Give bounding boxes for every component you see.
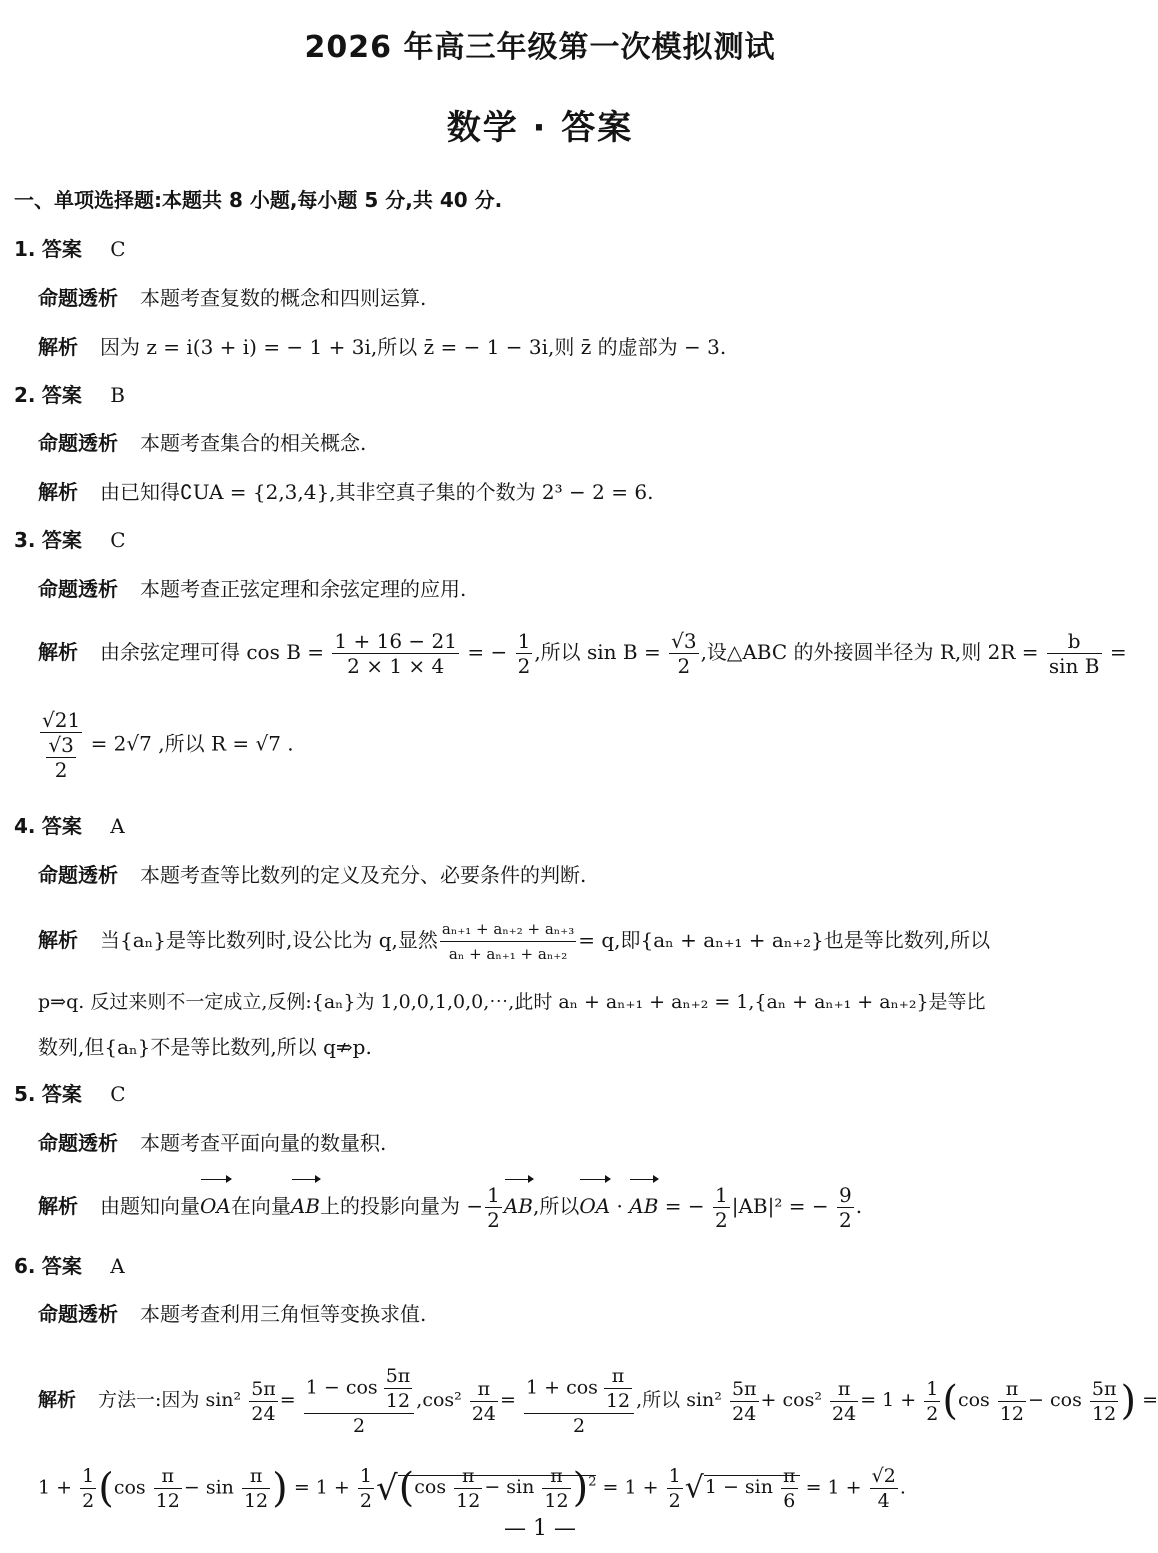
- equals-sign: =: [279, 1389, 296, 1411]
- fraction-numerator: π: [998, 1377, 1026, 1402]
- fraction-numerator: π: [242, 1464, 270, 1489]
- fraction-numerator: √3: [48, 733, 74, 757]
- q5-purpose: [38, 1129, 386, 1157]
- q6-frac-5pi-24: [249, 1377, 278, 1426]
- q6-line2-lead: 1 +: [38, 1476, 73, 1499]
- q5-solution-lead: 由题知向量: [100, 1194, 200, 1218]
- left-paren: (: [398, 1465, 415, 1512]
- q6-half-angle-plus: [524, 1364, 634, 1438]
- q3-answer: C: [110, 528, 126, 552]
- fraction-numerator: π: [470, 1377, 498, 1402]
- q5-solution-proj: 上的投影向量为 −: [319, 1194, 484, 1218]
- fraction-numerator: π: [542, 1464, 570, 1489]
- fraction-numerator: b: [1047, 629, 1102, 654]
- exam-subtitle: 数学 · 答案: [446, 108, 634, 148]
- purpose-label: 命题透析: [38, 1302, 118, 1326]
- fraction-numerator: π: [604, 1364, 632, 1389]
- q5-answer: C: [110, 1082, 126, 1106]
- q6-number: 6.: [14, 1254, 36, 1278]
- fraction-numerator: π: [154, 1464, 182, 1489]
- purpose-label: 命题透析: [38, 286, 118, 310]
- fraction-numerator: √3: [671, 629, 697, 653]
- purpose-label: 命题透析: [38, 431, 118, 455]
- q3-bsinB-fraction: [1047, 629, 1102, 678]
- fraction-denominator: 12: [999, 1402, 1025, 1425]
- fraction-denominator: 12: [456, 1489, 481, 1512]
- solution-label: 解析: [38, 1389, 77, 1411]
- right-paren: ): [1120, 1378, 1137, 1424]
- fraction-denominator: sin B: [1048, 654, 1100, 678]
- q1-solution: [38, 333, 726, 361]
- fraction-numerator: 1: [668, 1464, 681, 1487]
- vector-AB: AB: [504, 1178, 533, 1234]
- fraction-numerator: 1: [82, 1464, 95, 1487]
- q6-frac-half-2: [80, 1464, 96, 1513]
- q1-purpose: [38, 284, 426, 312]
- q5-nine-halves: [837, 1183, 854, 1232]
- period: .: [855, 1194, 863, 1218]
- q6-eq-1-plus: = 1 +: [602, 1476, 659, 1499]
- q5-half-fraction: [485, 1183, 502, 1232]
- q3-purpose: [38, 575, 466, 603]
- q6-half-angle-minus: [304, 1364, 415, 1438]
- minus-sin-text: − sin: [484, 1476, 535, 1499]
- equals-sign: = −: [664, 1194, 705, 1218]
- q6-frac-5pi-12: [1090, 1377, 1119, 1426]
- fraction-denominator: 2: [926, 1402, 939, 1425]
- q6-frac-pi-12-d: [242, 1464, 270, 1513]
- fraction-denominator: 2: [715, 1208, 728, 1232]
- q5-answer-line: [14, 1080, 126, 1108]
- fraction-numerator: 1: [487, 1183, 500, 1207]
- q5-solution-so: ,所以: [532, 1194, 580, 1218]
- q6-frac-pi-24: [470, 1377, 498, 1426]
- q6-frac-pi-6: [781, 1464, 798, 1513]
- one-minus-cos: 1 − cos: [305, 1376, 378, 1399]
- q3-compound-fraction: [40, 708, 82, 782]
- answer-label: 答案: [41, 814, 82, 838]
- solution-label: 解析: [38, 1194, 78, 1218]
- q6-eq-1-plus: = 1 +: [293, 1476, 350, 1499]
- fraction-numerator: 1: [926, 1377, 939, 1400]
- q3-sinB-fraction: [669, 629, 698, 678]
- fraction-numerator: 5π: [251, 1377, 276, 1400]
- q6-frac-pi-12-c: [154, 1464, 182, 1513]
- q3-cos-fraction: [332, 629, 459, 678]
- q6-frac-half-3: [358, 1464, 374, 1513]
- one-minus-sin: 1 − sin: [704, 1476, 773, 1499]
- q4-purpose: [38, 861, 586, 889]
- answer-label: 答案: [41, 237, 82, 261]
- q5-number: 5.: [14, 1082, 36, 1106]
- cos-text: cos: [113, 1476, 146, 1499]
- fraction-denominator: 2: [352, 1415, 366, 1437]
- equals-sign: =: [1142, 1389, 1158, 1411]
- exam-title: 2026 年高三年级第一次模拟测试: [304, 30, 776, 65]
- q2-solution-text: 由已知得∁UA = {2,3,4},其非空真子集的个数为 2³ − 2 = 6.: [100, 480, 654, 504]
- q4-solution-line3: 数列,但{aₙ}不是等比数列,所以 q⇏p.: [38, 1035, 372, 1059]
- q6-solution-line2: [38, 1444, 906, 1527]
- fraction-numerator: 1: [715, 1183, 728, 1207]
- q2-solution: [38, 478, 653, 506]
- fraction-numerator: √2: [871, 1464, 896, 1487]
- minus-sin-text: − sin: [183, 1476, 234, 1499]
- minus-cos-text: − cos: [1028, 1389, 1082, 1411]
- vector-AB: AB: [291, 1178, 320, 1234]
- inner-fraction: [384, 1364, 413, 1413]
- q6-frac-pi-12: [998, 1377, 1026, 1426]
- q3-number: 3.: [14, 528, 36, 552]
- fraction-numerator: 1: [517, 629, 531, 653]
- equals-sign: =: [500, 1389, 516, 1411]
- q3-solution-mid2: ,设△ABC 的外接圆半径为 R,则 2R =: [700, 640, 1039, 664]
- q4-answer: A: [110, 814, 125, 838]
- q4-number: 4.: [14, 814, 36, 838]
- q6-solution-lead: 方法一:因为 sin²: [98, 1389, 242, 1411]
- fraction-denominator: 12: [1092, 1402, 1117, 1425]
- answer-label: 答案: [41, 1254, 82, 1278]
- fraction-numerator: π: [783, 1464, 796, 1487]
- fraction-denominator: 12: [155, 1489, 180, 1512]
- q3-half-fraction: [516, 629, 533, 678]
- left-paren: (: [942, 1378, 958, 1424]
- vector-OA: OA: [200, 1178, 231, 1234]
- q3-solution-lead: 由余弦定理可得 cos B =: [100, 640, 325, 664]
- fraction-denominator: 24: [732, 1402, 757, 1425]
- q4-solution-tail: = q,即{aₙ + aₙ₊₁ + aₙ₊₂}也是等比数列,所以: [578, 928, 991, 952]
- fraction-denominator: 2: [573, 1415, 586, 1437]
- fraction-denominator: 2: [668, 1489, 681, 1512]
- q6-purpose-text: 本题考查利用三角恒等变换求值.: [140, 1302, 427, 1326]
- fraction-numerator: π: [454, 1464, 482, 1489]
- cos-text: cos: [957, 1389, 990, 1411]
- fraction-denominator: 2 × 1 × 4: [347, 654, 445, 678]
- answer-label: 答案: [41, 528, 82, 552]
- fraction-denominator: 12: [544, 1489, 569, 1512]
- left-paren: (: [98, 1465, 114, 1512]
- right-paren: ): [272, 1465, 288, 1512]
- fraction-denominator: 2: [359, 1489, 372, 1512]
- q1-answer: C: [110, 237, 126, 261]
- q6-frac-half: [924, 1377, 940, 1426]
- q4-solution: [38, 912, 990, 968]
- fraction-denominator: 2: [517, 654, 531, 678]
- q3-solution-mid: ,所以 sin B =: [534, 640, 661, 664]
- right-paren: ): [572, 1465, 589, 1512]
- fraction-denominator: 24: [471, 1402, 497, 1425]
- q4-solution-lead: 当{aₙ}是等比数列时,设公比为 q,显然: [100, 928, 438, 952]
- purpose-label: 命题透析: [38, 1131, 118, 1155]
- q3-solution: [38, 624, 1127, 680]
- q2-answer: B: [110, 383, 125, 407]
- q6-solution: [38, 1356, 1158, 1444]
- q6-frac-5pi-24-b: [730, 1377, 759, 1426]
- fraction-numerator: √21: [42, 708, 81, 732]
- q6-frac-pi-12-f: [542, 1464, 570, 1513]
- q4-purpose-text: 本题考查等比数列的定义及充分、必要条件的判断.: [140, 863, 587, 887]
- fraction-denominator: 2: [54, 758, 68, 782]
- q3-solution-line2: [38, 708, 294, 782]
- q6-eq-1-plus: = 1 +: [860, 1389, 917, 1411]
- q5-solution-abs: |AB|² = −: [731, 1194, 829, 1218]
- fraction-numerator: 5π: [1091, 1377, 1117, 1400]
- q6-purpose: [38, 1300, 426, 1328]
- q2-purpose: [38, 429, 366, 457]
- answer-label: 答案: [41, 383, 82, 407]
- vector-AB: AB: [629, 1178, 658, 1234]
- equals-sign: = −: [467, 640, 508, 664]
- q6-answer: A: [110, 1254, 125, 1278]
- fraction-numerator: [304, 1364, 415, 1414]
- fraction-denominator: [40, 733, 82, 782]
- q4-answer-line: [14, 812, 125, 840]
- q2-number: 2.: [14, 383, 36, 407]
- q1-solution-text: 因为 z = i(3 + i) = − 1 + 3i,所以 z̄ = − 1 − 3i,则 z̄ 的虚部为 − 3.: [100, 335, 727, 359]
- solution-label: 解析: [38, 335, 78, 359]
- fraction-denominator: 12: [243, 1489, 269, 1512]
- fraction-denominator: 24: [832, 1402, 857, 1425]
- fraction-denominator: 2: [838, 1208, 852, 1232]
- equals-sign: =: [1109, 640, 1127, 664]
- section-heading: 一、单项选择题:本题共 8 小题,每小题 5 分,共 40 分.: [14, 188, 503, 212]
- q6-frac-sqrt2-4: [870, 1464, 898, 1513]
- q6-plus-cos2: + cos²: [760, 1389, 822, 1411]
- answer-label: 答案: [41, 1082, 82, 1106]
- q6-frac-pi-12-e: [454, 1464, 482, 1513]
- q5-half-fraction-2: [713, 1183, 730, 1232]
- purpose-label: 命题透析: [38, 577, 118, 601]
- q5-purpose-text: 本题考查平面向量的数量积.: [140, 1131, 387, 1155]
- fraction-denominator: 2: [82, 1489, 95, 1512]
- solution-label: 解析: [38, 480, 78, 504]
- dot-operator: ·: [616, 1194, 623, 1218]
- fraction-numerator: 1: [359, 1464, 372, 1487]
- sqrt-radicand: [398, 1464, 597, 1512]
- q6-frac-pi-24-b: [830, 1377, 858, 1426]
- q1-purpose-text: 本题考查复数的概念和四则运算.: [140, 286, 427, 310]
- sqrt-symbol: √: [375, 1468, 398, 1509]
- q6-eq-1-plus: = 1 +: [805, 1476, 862, 1499]
- q2-purpose-text: 本题考查集合的相关概念.: [140, 431, 367, 455]
- fraction-numerator: 1 + 16 − 21: [334, 629, 457, 653]
- q2-answer-line: [14, 381, 125, 409]
- solution-label: 解析: [38, 928, 78, 952]
- fraction-denominator: 4: [877, 1489, 890, 1512]
- fraction-denominator: 2: [487, 1208, 500, 1232]
- fraction-numerator: 5π: [731, 1377, 757, 1400]
- q6-so-text: ,所以 sin²: [636, 1389, 722, 1411]
- square-exponent: 2: [588, 1475, 597, 1490]
- purpose-label: 命题透析: [38, 863, 118, 887]
- q1-answer-line: [14, 235, 126, 263]
- q4-solution-line2: p⇒q. 反过来则不一定成立,反例:{aₙ}为 1,0,0,1,0,0,⋯,此时 aₙ + aₙ₊₁ + aₙ₊₂ = 1,{aₙ + aₙ₊₁ + aₙ₊₂}是等比: [38, 991, 986, 1013]
- q6-answer-line: [14, 1252, 125, 1280]
- q1-number: 1.: [14, 237, 36, 261]
- fraction-denominator: 12: [385, 1390, 411, 1412]
- fraction-denominator: 2: [677, 654, 691, 678]
- q5-solution: [38, 1178, 862, 1234]
- q6-cos2-text: ,cos²: [416, 1389, 462, 1411]
- q3-solution-rest: = 2√7 ,所以 R = √7 .: [90, 731, 294, 756]
- fraction-numerator: 9: [838, 1183, 852, 1207]
- q3-purpose-text: 本题考查正弦定理和余弦定理的应用.: [140, 577, 467, 601]
- vector-OA: OA: [579, 1178, 610, 1234]
- inner-fraction: [46, 733, 75, 782]
- q5-solution-in: 在向量: [230, 1194, 291, 1218]
- fraction-denominator: 12: [605, 1390, 631, 1412]
- fraction-numerator: [524, 1364, 634, 1414]
- inner-fraction: [604, 1364, 632, 1413]
- solution-label: 解析: [38, 640, 78, 664]
- q4-ratio-fraction: [440, 917, 576, 966]
- fraction-denominator: 24: [251, 1402, 276, 1425]
- cos-text: cos: [414, 1476, 447, 1499]
- sqrt-symbol: √: [684, 1470, 704, 1506]
- fraction-denominator: aₙ + aₙ₊₁ + aₙ₊₂: [448, 945, 568, 963]
- sqrt-radicand: [704, 1464, 800, 1512]
- fraction-numerator: 5π: [385, 1365, 411, 1387]
- period: .: [899, 1476, 906, 1499]
- fraction-numerator: aₙ₊₁ + aₙ₊₂ + aₙ₊₃: [440, 917, 576, 942]
- one-plus-cos: 1 + cos: [525, 1376, 598, 1399]
- q6-frac-half-4: [667, 1464, 683, 1513]
- fraction-denominator: 6: [783, 1489, 796, 1512]
- page-number: — 1 —: [504, 1516, 576, 1541]
- fraction-numerator: π: [830, 1377, 858, 1402]
- q3-answer-line: [14, 526, 126, 554]
